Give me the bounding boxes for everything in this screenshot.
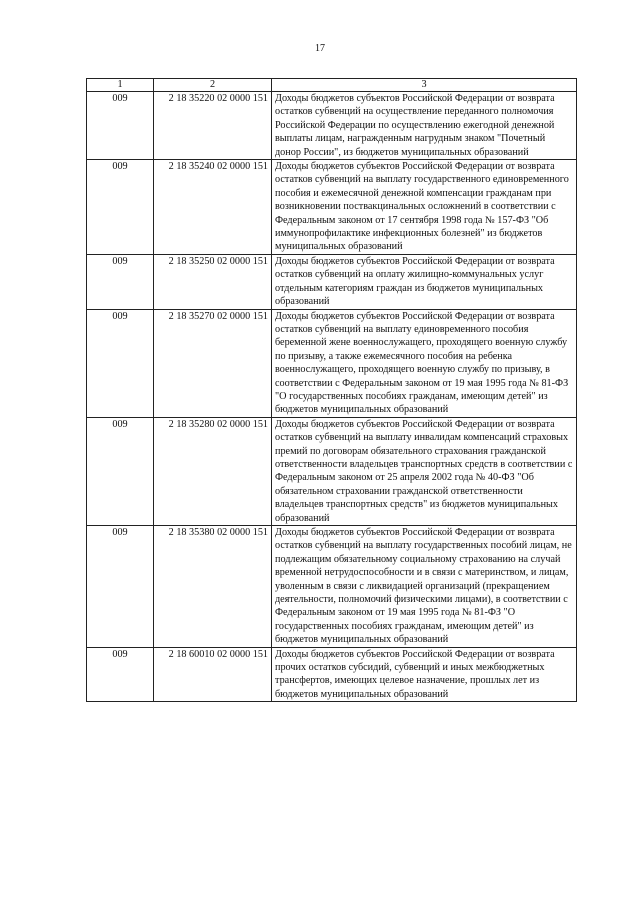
budget-classification-code-cell: 2 18 35240 02 0000 151 <box>154 160 272 255</box>
table-row <box>87 417 577 525</box>
table-row <box>87 526 577 648</box>
table-row <box>87 254 577 309</box>
table-row <box>87 92 577 160</box>
admin-code-cell: 009 <box>87 526 154 648</box>
admin-code-cell: 009 <box>87 417 154 525</box>
budget-classification-code-cell: 2 18 35280 02 0000 151 <box>154 417 272 525</box>
admin-code-cell: 009 <box>87 309 154 417</box>
table-row <box>87 647 577 702</box>
revenue-name-cell: Доходы бюджетов субъектов Российской Федерации от возврата прочих остатков субсидий, субвенций и иных межбюджетных трансфертов, имеющих целевое назначение, прошлых лет из бюджетов муниципальных образований <box>272 647 577 702</box>
column-header-1: 1 <box>87 79 154 92</box>
revenue-name-cell: Доходы бюджетов субъектов Российской Федерации от возврата остатков субвенций на осуществление переданного полномочия Российской Федерации по осуществлению ежегодной денежной выплаты лицам, награжденным нагрудным знаком "Почетный донор России", из бюджетов муниципальных образований <box>272 92 577 160</box>
revenue-name-cell: Доходы бюджетов субъектов Российской Федерации от возврата остатков субвенций на оплату жилищно-коммунальных услуг отдельным категориям граждан из бюджетов муниципальных образований <box>272 254 577 309</box>
budget-classification-code-cell: 2 18 35250 02 0000 151 <box>154 254 272 309</box>
admin-code-cell: 009 <box>87 160 154 255</box>
revenue-name-cell: Доходы бюджетов субъектов Российской Федерации от возврата остатков субвенций на выплату государственного единовременного пособия и ежемесячной денежной компенсации гражданам при возникновении поствакцинальных осложнений в соответствии с Федеральным законом от 17 сентября 1998 года № 157-ФЗ "Об иммунопрофилактике инфекционных болезней" из бюджетов муниципальных образований <box>272 160 577 255</box>
budget-classification-code-cell: 2 18 35270 02 0000 151 <box>154 309 272 417</box>
revenue-name-cell: Доходы бюджетов субъектов Российской Федерации от возврата остатков субвенций на выплату единовременного пособия беременной жене военнослужащего, проходящего военную службу по призыву, а также ежемесячного пособия на ребенка военнослужащего, проходящего военную службу по призыву, в соответствии с Федеральным законом от 19 мая 1995 года № 81-ФЗ "О государственных пособиях гражданам, имеющим детей" из бюджетов муниципальных образований <box>272 309 577 417</box>
column-header-3: 3 <box>272 79 577 92</box>
admin-code-cell: 009 <box>87 254 154 309</box>
admin-code-cell: 009 <box>87 647 154 702</box>
admin-code-cell: 009 <box>87 92 154 160</box>
budget-classification-code-cell: 2 18 35220 02 0000 151 <box>154 92 272 160</box>
budget-revenue-table <box>86 78 577 702</box>
page-number: 17 <box>315 43 325 54</box>
table-row <box>87 160 577 255</box>
column-header-2: 2 <box>154 79 272 92</box>
revenue-name-cell: Доходы бюджетов субъектов Российской Федерации от возврата остатков субвенций на выплату инвалидам компенсаций страховых премий по договорам обязательного страхования гражданской ответственности владельцев транспортных средств в соответствии с Федеральным законом от 25 апреля 2002 года № 40-ФЗ "Об обязательном страховании гражданской ответственности владельцев транспортных средств" из бюджетов муниципальных образований <box>272 417 577 525</box>
revenue-name-cell: Доходы бюджетов субъектов Российской Федерации от возврата остатков субвенций на выплату государственных пособий лицам, не подлежащим обязательному социальному страхованию на случай временной нетрудоспособности и в связи с материнством, и лицам, уволенным в связи с ликвидацией организаций (прекращением деятельности, полномочий физическими лицами), в соответствии с Федеральным законом от 19 мая 1995 года № 81-ФЗ "О государственных пособиях гражданам, имеющим детей" из бюджетов муниципальных образований <box>272 526 577 648</box>
table-header-row <box>87 79 577 92</box>
budget-classification-code-cell: 2 18 60010 02 0000 151 <box>154 647 272 702</box>
budget-classification-code-cell: 2 18 35380 02 0000 151 <box>154 526 272 648</box>
table-row <box>87 309 577 417</box>
